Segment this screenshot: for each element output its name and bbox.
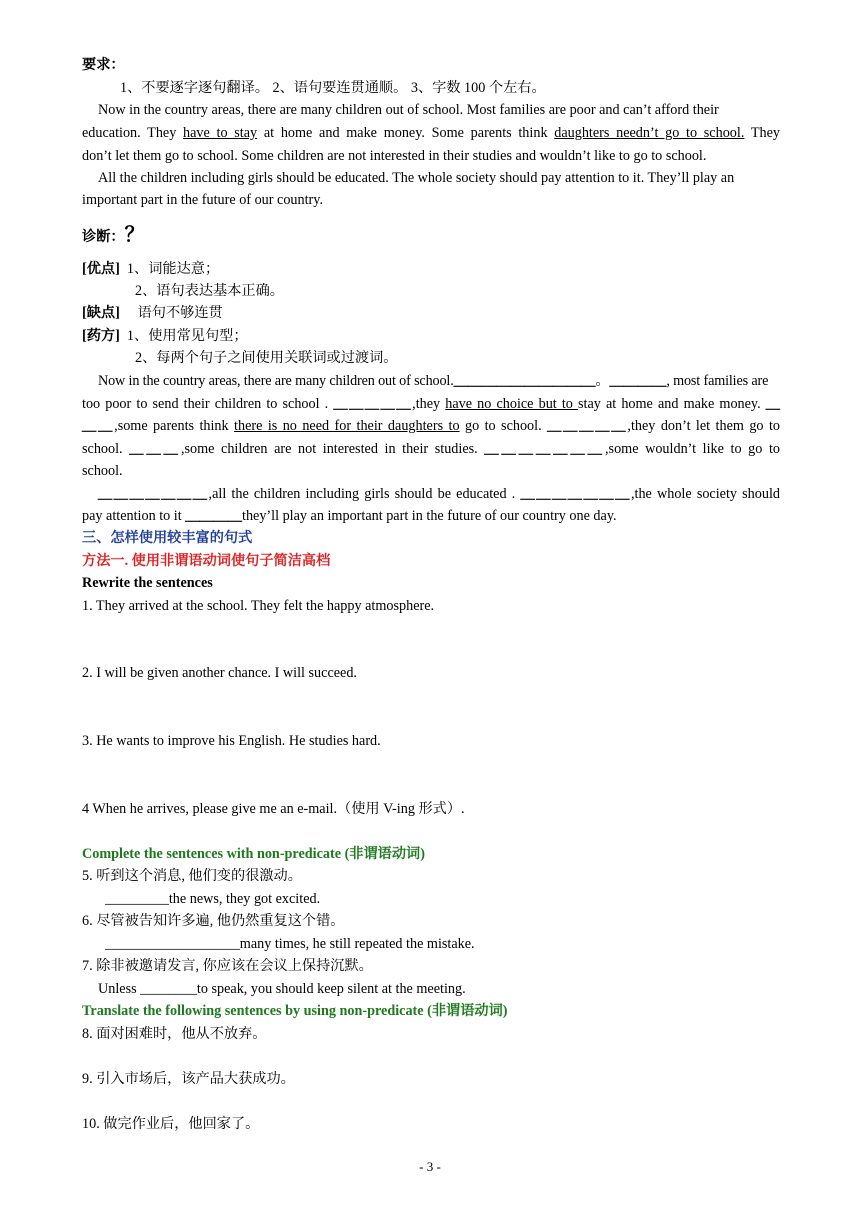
essay-p1-line3: don’t let them go to school. Some children are not interested in their studies and wouldn’t like to go to school. — [82, 148, 707, 164]
section3-title: 三、怎样使用较丰富的句式 — [82, 530, 253, 546]
complete-a5: _________the news, they got excited. — [105, 891, 321, 907]
translate-label: Translate the following sentences by using non-predicate (非谓语动词) — [82, 1003, 508, 1019]
method1-title: 方法一. 使用非谓语动词使句子简洁高档 — [82, 553, 331, 569]
complete-q6: 6. 尽管被告知许多遍, 他仍然重复这个错。 — [82, 913, 345, 929]
diagnosis-fix-1: [药方] 1、使用常见句型； — [82, 328, 248, 344]
revised-line6: ＿＿＿＿＿＿＿,all the children including girls should be educated . ＿＿＿＿＿＿＿,the whole society should — [98, 486, 780, 502]
revised-line4: school. ＿＿＿,some children are not interested in their studies. ＿＿＿＿＿＿＿,some wouldn’t like to go to — [82, 441, 780, 457]
diagnosis-bad: [缺点] 语句不够连贯 — [82, 305, 223, 321]
essay-p1-line1: Now in the country areas, there are many children out of school. Most families are poor and can’t afford their — [98, 102, 719, 118]
complete-a6: ___________________many times, he still repeated the mistake. — [105, 936, 475, 952]
complete-q7: 7. 除非被邀请发言, 你应该在会议上保持沉默。 — [82, 958, 373, 974]
rewrite-q4: 4 When he arrives, please give me an e-mail.（使用 V-ing 形式）. — [82, 801, 465, 817]
complete-a7: Unless ________to speak, you should keep silent at the meeting. — [98, 981, 466, 997]
requirements-label: 要求： — [82, 57, 125, 73]
diagnosis-good-2: 2、语句表达基本正确。 — [135, 283, 284, 299]
rewrite-q2: 2. I will be given another chance. I will succeed. — [82, 665, 357, 681]
complete-q5: 5. 听到这个消息, 他们变的很激动。 — [82, 868, 302, 884]
essay-p2-line1: All the children including girls should be educated. The whole society should pay attention to it. They’ll play an — [98, 170, 735, 186]
revised-line5: school. — [82, 463, 123, 479]
revised-line7: pay attention to it ＿＿＿＿they’ll play an important part in the future of our country one day. — [82, 508, 617, 524]
rewrite-q3: 3. He wants to improve his English. He studies hard. — [82, 733, 381, 749]
translate-q9: 9. 引入市场后，该产品大获成功。 — [82, 1071, 295, 1087]
page-number: - 3 - — [419, 1159, 441, 1174]
requirements-items: 1、不要逐字逐句翻译。 2、语句要连贯通顺。 3、字数 100 个左右。 — [120, 80, 546, 96]
revised-line3: ＿＿,some parents think there is no need for their daughters to go to school. ＿＿＿＿＿,they don’t let them go to — [82, 418, 780, 434]
essay-p2-line2: important part in the future of our country. — [82, 192, 323, 208]
rewrite-q1: 1. They arrived at the school. They felt the happy atmosphere. — [82, 598, 435, 614]
revised-line1: Now in the country areas, there are many children out of school.＿＿＿＿＿＿＿＿＿＿。＿＿＿＿, most families are — [98, 373, 769, 389]
diagnosis-heading: 诊断：？ — [82, 224, 145, 246]
complete-label: Complete the sentences with non-predicate (非谓语动词) — [82, 846, 425, 862]
diagnosis-fix-2: 2、每两个句子之间使用关联词或过渡词。 — [135, 350, 398, 366]
revised-line2: too poor to send their children to school . ＿＿＿＿＿,they have no choice but to stay at home and make money. ＿ — [82, 396, 780, 412]
essay-p1-line2: education. They have to stay at home and make money. Some parents think daughters needn’t go to school. They — [82, 125, 780, 141]
translate-q8: 8. 面对困难时，他从不放弃。 — [82, 1026, 267, 1042]
diagnosis-good-1: [优点] 1、词能达意； — [82, 261, 220, 277]
translate-q10: 10. 做完作业后，他回家了。 — [82, 1116, 260, 1132]
rewrite-label: Rewrite the sentences — [82, 575, 213, 591]
